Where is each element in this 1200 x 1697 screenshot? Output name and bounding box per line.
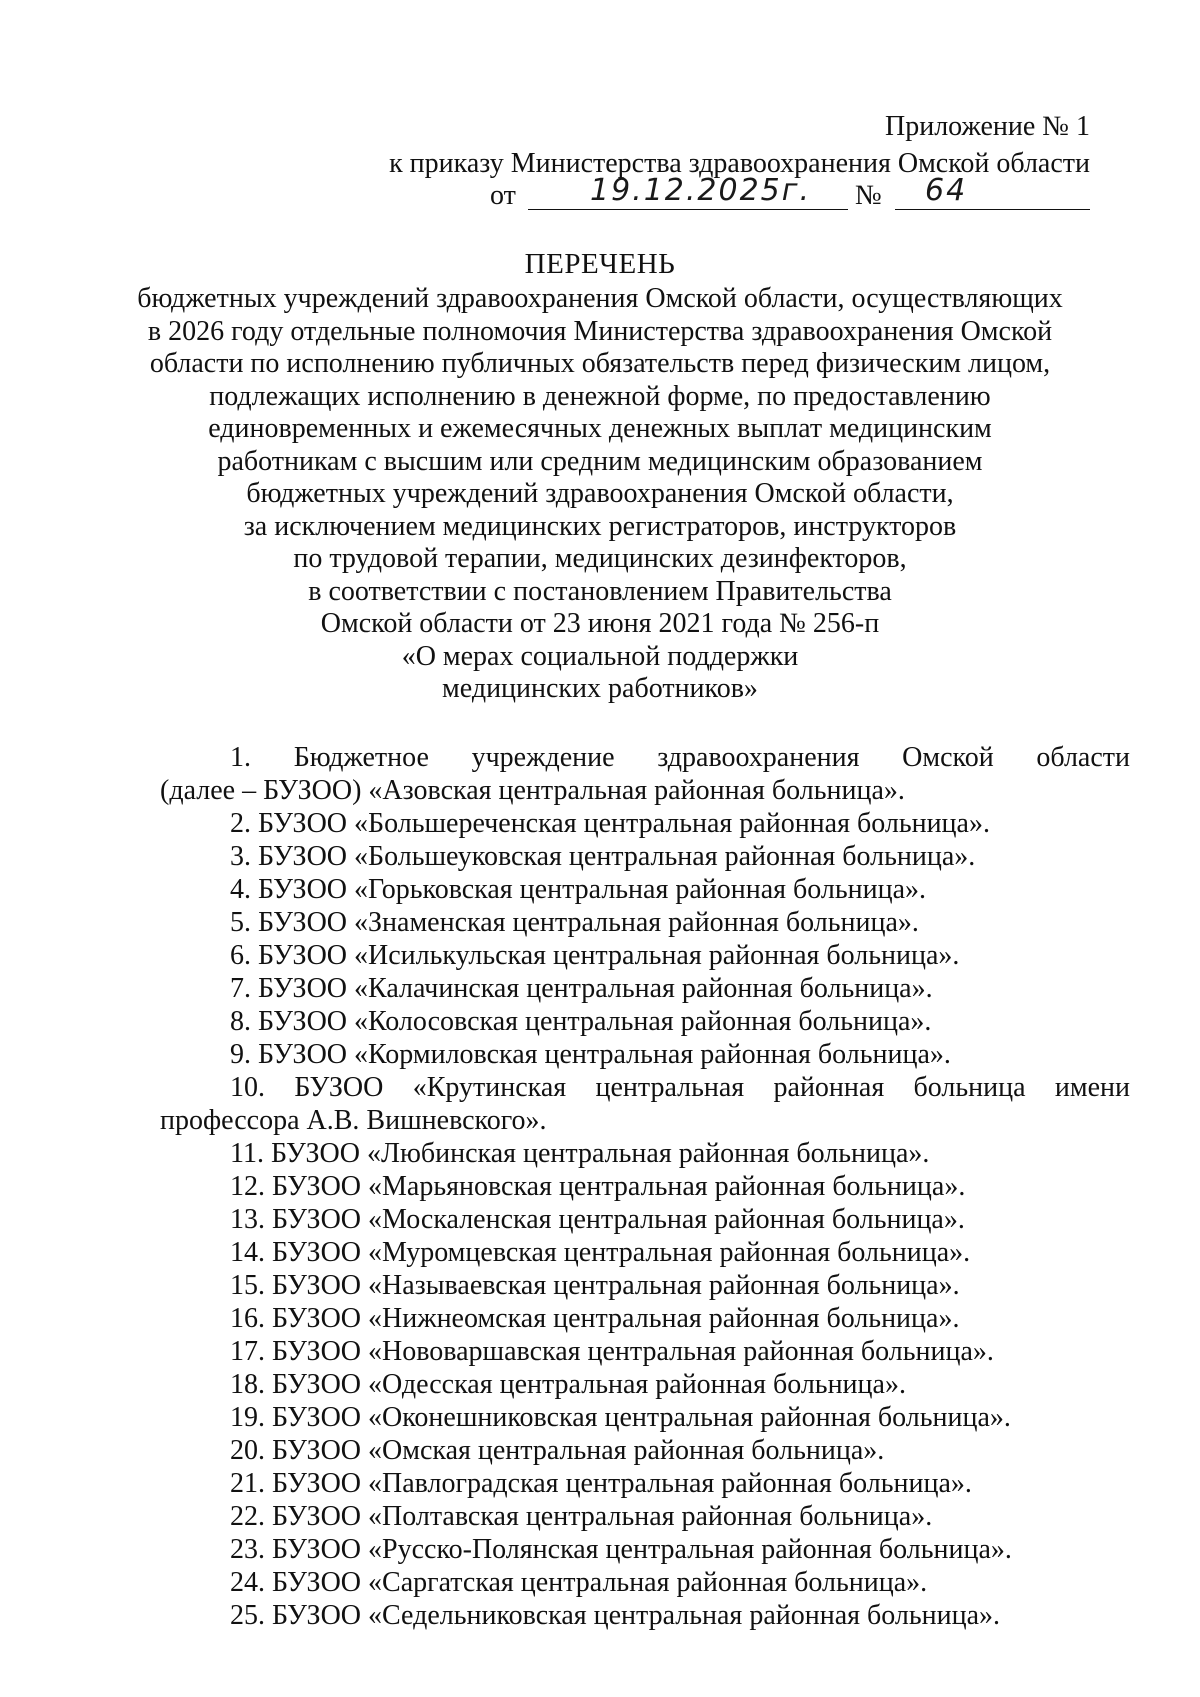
handwritten-date: 19.12.2025г. [590, 173, 812, 208]
order-reference: к приказу Министерства здравоохранения Омской области [389, 148, 1090, 179]
subtitle-line: в соответствии с постановлением Правительства [308, 575, 892, 607]
list-item: 19. БУЗОО «Оконешниковская центральная районная больница». [230, 1402, 1011, 1433]
subtitle-line: бюджетных учреждений здравоохранения Омской области, осуществляющих [137, 283, 1063, 314]
list-item: 2. БУЗОО «Большереченская центральная районная больница». [230, 808, 990, 839]
list-item: 25. БУЗОО «Седельниковская центральная районная больница». [230, 1600, 1000, 1631]
handwritten-number: 64 [925, 173, 968, 208]
list-item [160, 741, 1130, 807]
list-item-line: профессора А.В. Вишневского». [160, 1105, 547, 1136]
list-item [160, 1071, 1130, 1137]
subtitle-line: подлежащих исполнению в денежной форме, по предоставлению [209, 380, 991, 412]
list-item-line: (далее – БУЗОО) «Азовская центральная районная больница». [160, 775, 905, 806]
subtitle-line: работникам с высшим или средним медицинским образованием [217, 445, 983, 477]
list-item: 17. БУЗОО «Нововаршавская центральная районная больница». [230, 1336, 994, 1367]
subtitle-line: по трудовой терапии, медицинских дезинфекторов, [293, 543, 907, 574]
subtitle-line: Омской области от 23 июня 2021 года № 256-п [320, 608, 880, 639]
list-item-line: 1. Бюджетное учреждение здравоохранения Омской области [230, 742, 1130, 773]
list-item: 23. БУЗОО «Русско-Полянская центральная районная больница». [230, 1534, 1012, 1565]
institutions-list [160, 741, 1130, 1632]
list-item-line: 10. БУЗОО «Крутинская центральная районная больница имени [230, 1072, 1130, 1103]
list-item: 5. БУЗОО «Знаменская центральная районная больница». [230, 907, 919, 938]
order-date-number-line [490, 173, 1090, 216]
list-item: 22. БУЗОО «Полтавская центральная районная больница». [230, 1501, 933, 1532]
document-title: ПЕРЕЧЕНЬ [524, 248, 676, 280]
list-item: 15. БУЗОО «Называевская центральная районная больница». [230, 1270, 960, 1301]
list-item: 6. БУЗОО «Исилькульская центральная районная больница». [230, 940, 960, 971]
subtitle-line: «О мерах социальной поддержки [401, 640, 799, 672]
list-item: 24. БУЗОО «Саргатская центральная районная больница». [230, 1567, 928, 1598]
list-item: 18. БУЗОО «Одесская центральная районная больница». [230, 1369, 906, 1400]
list-item: 3. БУЗОО «Большеуковская центральная районная больница». [230, 841, 976, 872]
list-item: 16. БУЗОО «Нижнеомская центральная районная больница». [230, 1303, 960, 1334]
list-item: 13. БУЗОО «Москаленская центральная районная больница». [230, 1204, 965, 1235]
subtitle-line: единовременных и ежемесячных денежных выплат медицинским [208, 413, 992, 444]
subtitle-line: бюджетных учреждений здравоохранения Омской области, [246, 478, 954, 509]
from-label: от [490, 180, 516, 211]
list-item: 4. БУЗОО «Горьковская центральная районная больница». [230, 874, 927, 905]
subtitle-line: медицинских работников» [442, 673, 758, 704]
list-item: 8. БУЗОО «Колосовская центральная районная больница». [230, 1006, 932, 1037]
document-subtitle [0, 283, 1200, 706]
subtitle-line: за исключением медицинских регистраторов, инструкторов [243, 510, 957, 542]
number-blank-line [895, 209, 1090, 210]
appendix-number: Приложение № 1 [885, 111, 1090, 142]
date-blank-line [528, 209, 848, 210]
list-item: 9. БУЗОО «Кормиловская центральная районная больница». [230, 1039, 951, 1070]
list-item: 7. БУЗОО «Калачинская центральная районная больница». [230, 973, 933, 1004]
list-item: 14. БУЗОО «Муромцевская центральная районная больница». [230, 1237, 971, 1268]
subtitle-line: области по исполнению публичных обязательств перед физическим лицом, [149, 348, 1051, 379]
subtitle-line: в 2026 году отдельные полномочия Министерства здравоохранения Омской [147, 315, 1053, 347]
list-item: 12. БУЗОО «Марьяновская центральная районная больница». [230, 1171, 966, 1202]
list-item: 21. БУЗОО «Павлоградская центральная районная больница». [230, 1468, 972, 1499]
list-item: 20. БУЗОО «Омская центральная районная больница». [230, 1435, 885, 1466]
appendix-header [370, 108, 1090, 182]
number-label: № [855, 180, 882, 211]
list-item: 11. БУЗОО «Любинская центральная районная больница». [230, 1138, 930, 1169]
